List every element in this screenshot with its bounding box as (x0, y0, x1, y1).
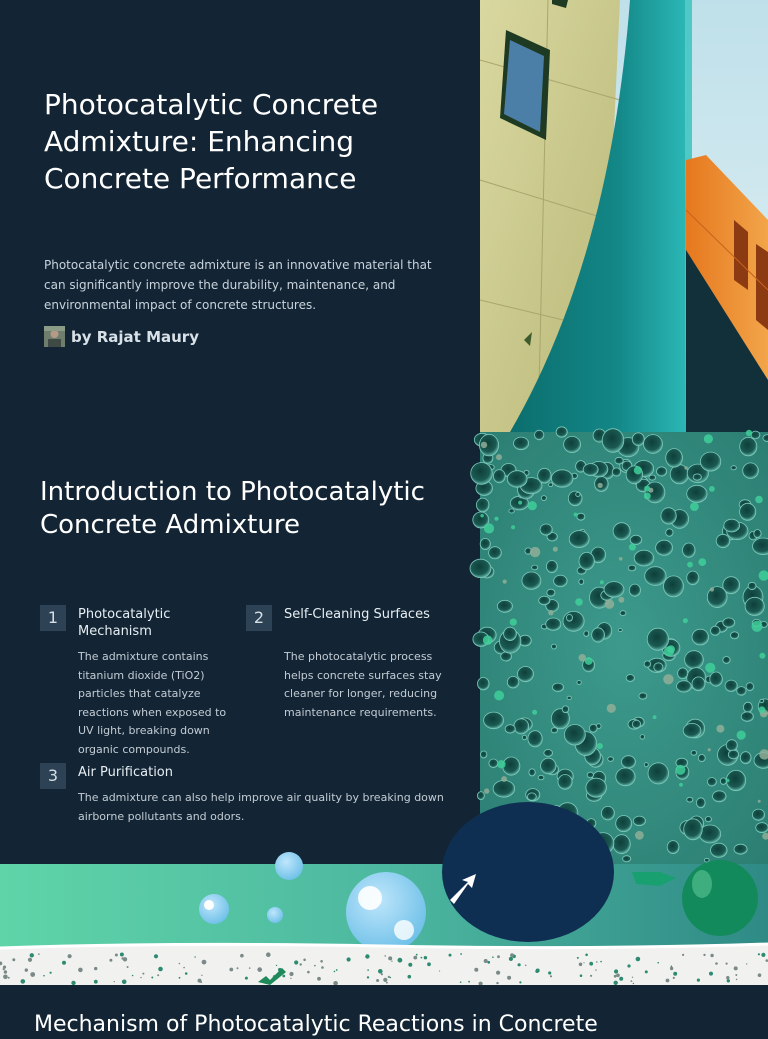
item-title: Photocatalytic Mechanism (78, 606, 218, 640)
feature-item-air-purification (40, 763, 460, 833)
feature-item-self-cleaning (246, 605, 456, 745)
item-number: 1 (40, 605, 66, 631)
author-byline (44, 326, 199, 347)
presentation-description: Photocatalytic concrete admixture is an innovative material that can significantly improve the durability, maintenance, and environmental impact of concrete structures. (44, 255, 444, 315)
photocatalysis-illustration (0, 864, 768, 985)
item-title: Self-Cleaning Surfaces (284, 606, 454, 623)
item-title: Air Purification (78, 764, 378, 781)
slide-title (0, 0, 768, 432)
slide-mechanism (0, 985, 768, 1024)
item-number: 3 (40, 763, 66, 789)
feature-item-photocatalytic-mechanism (40, 605, 225, 765)
slide-introduction (0, 432, 768, 864)
item-number: 2 (246, 605, 272, 631)
author-avatar (44, 326, 65, 347)
presentation-title: Photocatalytic Concrete Admixture: Enhancing Concrete Performance (44, 86, 464, 197)
porous-concrete-texture-image (480, 432, 768, 864)
title-panel (0, 0, 480, 432)
item-description: The admixture contains titanium dioxide (TiO2) particles that catalyze reactions when exposed to UV light, breaking down organic compounds. (78, 648, 238, 759)
author-name: by Rajat Maury (71, 328, 199, 346)
item-description: The photocatalytic process helps concrete surfaces stay cleaner for longer, reducing maintenance requirements. (284, 648, 444, 722)
section-title: Mechanism of Photocatalytic Reactions in Concrete (34, 1011, 754, 1039)
item-description: The admixture can also help improve air quality by breaking down airborne pollutants and odors. (78, 789, 448, 826)
building-facade-image (480, 0, 768, 432)
section-title: Introduction to Photocatalytic Concrete Admixture (40, 476, 440, 542)
